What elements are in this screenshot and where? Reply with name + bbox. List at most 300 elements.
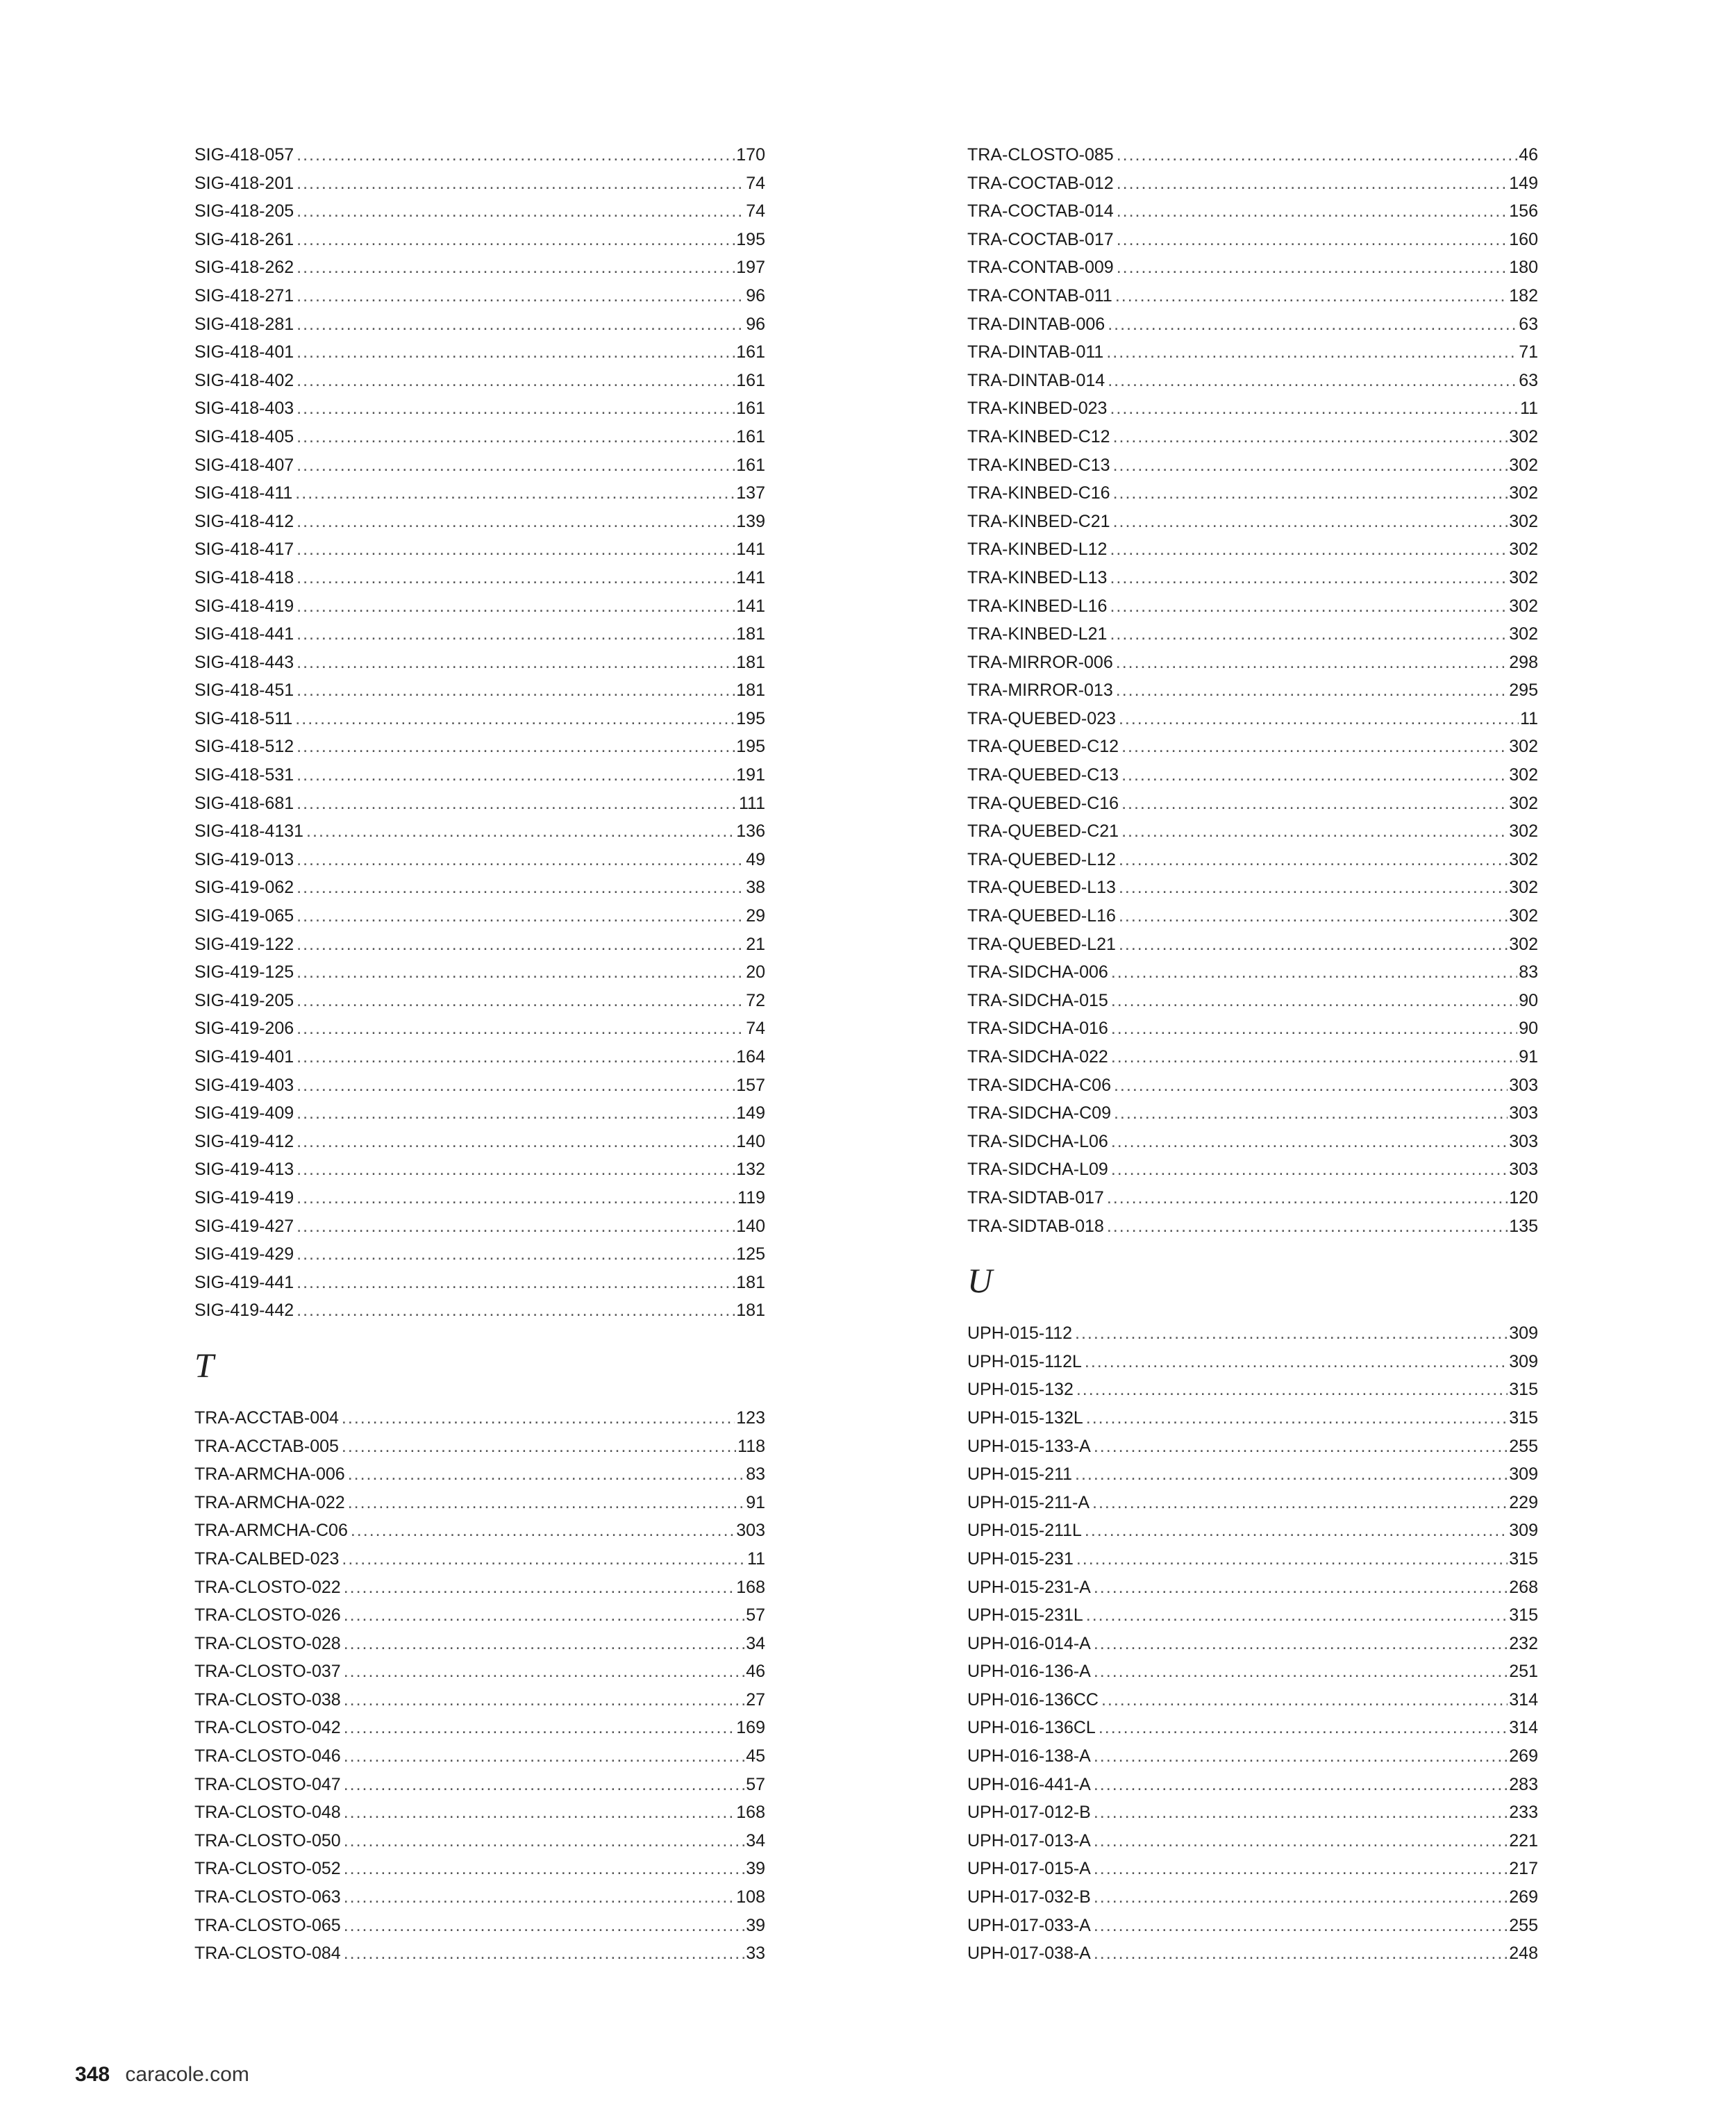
index-entry	[967, 1657, 1538, 1686]
dot-leader	[1094, 1883, 1508, 1912]
dot-leader	[1094, 1912, 1508, 1940]
index-entry	[194, 226, 765, 254]
index-entry-page: 74	[746, 201, 765, 222]
index-entry	[967, 1771, 1538, 1799]
index-entry-page: 149	[736, 1103, 765, 1123]
index-column-left	[194, 141, 765, 1968]
index-entry	[194, 1686, 765, 1714]
index-entry-page: 195	[736, 708, 765, 728]
index-entry-code: SIG-419-413	[194, 1160, 294, 1180]
index-entry-page: 195	[736, 737, 765, 757]
index-entry	[194, 1460, 765, 1489]
index-entry-code: SIG-418-4131	[194, 821, 304, 842]
index-entry	[194, 1296, 765, 1325]
index-entry-page: 91	[746, 1492, 765, 1512]
index-entry-code: TRA-CLOSTO-026	[194, 1605, 341, 1626]
index-entry	[194, 1714, 765, 1742]
index-entry-code: UPH-015-132	[967, 1380, 1074, 1400]
index-entry	[194, 1404, 765, 1432]
index-entry	[194, 1573, 765, 1602]
index-entry-code: SIG-418-417	[194, 540, 294, 560]
index-entry-code: TRA-CLOSTO-063	[194, 1887, 341, 1907]
dot-leader	[297, 310, 744, 339]
index-entry-code: SIG-419-062	[194, 878, 294, 898]
dot-leader	[297, 564, 735, 592]
dot-leader	[297, 649, 735, 677]
index-entry-page: 283	[1509, 1774, 1538, 1794]
index-entry-code: TRA-QUEBED-L13	[967, 878, 1116, 898]
index-entry-code: TRA-QUEBED-L12	[967, 849, 1116, 869]
index-entry-page: 269	[1509, 1887, 1538, 1907]
index-entry-page: 180	[1509, 258, 1538, 278]
index-entry	[194, 705, 765, 733]
index-entry-code: TRA-SIDCHA-C09	[967, 1103, 1111, 1123]
index-entry-page: 302	[1509, 540, 1538, 560]
index-entry-code: SIG-418-411	[194, 483, 293, 503]
index-entry	[194, 1798, 765, 1827]
index-entry-code: SIG-418-271	[194, 285, 294, 306]
index-entry	[967, 649, 1538, 677]
index-entry-page: 11	[747, 1548, 765, 1569]
index-entry-code: SIG-418-441	[194, 624, 294, 644]
index-entry	[194, 282, 765, 310]
index-entry-page: 182	[1509, 285, 1538, 306]
index-entry-code: SIG-418-281	[194, 314, 294, 334]
dot-leader	[344, 1686, 744, 1714]
section-letter-t: T	[194, 1345, 214, 1385]
index-entry-code: TRA-QUEBED-C12	[967, 737, 1119, 757]
dot-leader	[1107, 1184, 1508, 1212]
dot-leader	[1110, 394, 1519, 423]
dot-leader	[351, 1517, 735, 1545]
dot-leader	[297, 592, 735, 621]
index-entry	[194, 1071, 765, 1100]
index-entry-page: 191	[736, 765, 765, 785]
index-entry-code: TRA-CLOSTO-047	[194, 1774, 341, 1794]
index-entry-page: 96	[746, 285, 765, 306]
tra-entry-list	[967, 141, 1538, 1240]
dot-leader	[297, 394, 735, 423]
dot-leader	[1117, 141, 1517, 169]
dot-leader	[297, 790, 737, 818]
index-entry	[194, 902, 765, 930]
index-entry-code: UPH-015-112	[967, 1323, 1073, 1344]
index-entry-code: TRA-CLOSTO-048	[194, 1803, 341, 1823]
dot-leader	[1094, 1771, 1508, 1799]
index-entry-page: 303	[736, 1521, 765, 1541]
index-entry-page: 34	[746, 1830, 765, 1851]
index-entry	[967, 1827, 1538, 1855]
index-entry	[967, 1404, 1538, 1432]
index-entry-page: 302	[1509, 426, 1538, 446]
index-entry-code: SIG-419-442	[194, 1301, 294, 1321]
tra-entry-list	[194, 1404, 765, 1968]
index-entry-page: 181	[736, 1301, 765, 1321]
dot-leader	[297, 846, 744, 874]
index-entry-code: TRA-SIDCHA-006	[967, 962, 1108, 983]
website-link[interactable]: caracole.com	[125, 2063, 249, 2086]
index-entry-page: 217	[1509, 1859, 1538, 1879]
index-entry-code: TRA-KINBED-C21	[967, 511, 1110, 531]
dot-leader	[1119, 705, 1519, 733]
index-entry-page: 302	[1509, 567, 1538, 587]
index-entry-page: 303	[1509, 1075, 1538, 1095]
dot-leader	[1111, 1043, 1517, 1071]
index-entry-code: UPH-017-012-B	[967, 1803, 1091, 1823]
index-entry-page: 83	[746, 1464, 765, 1485]
dot-leader	[1117, 226, 1508, 254]
index-entry-page: 302	[1509, 878, 1538, 898]
dot-leader	[297, 1269, 735, 1297]
index-entry	[967, 1912, 1538, 1940]
dot-leader	[297, 958, 744, 987]
dot-leader	[1110, 620, 1508, 649]
index-entry-code: TRA-QUEBED-C16	[967, 793, 1119, 813]
dot-leader	[1085, 1517, 1508, 1545]
index-entry-code: SIG-419-441	[194, 1272, 294, 1292]
dot-leader	[1115, 282, 1508, 310]
index-entry-code: UPH-017-038-A	[967, 1944, 1091, 1964]
index-entry-code: TRA-SIDCHA-L06	[967, 1131, 1108, 1151]
dot-leader	[1111, 1014, 1517, 1043]
index-entry	[194, 790, 765, 818]
index-entry	[194, 394, 765, 423]
index-entry-code: SIG-419-409	[194, 1103, 294, 1123]
index-entry-code: TRA-ARMCHA-006	[194, 1464, 345, 1485]
index-entry	[967, 1686, 1538, 1714]
index-entry-page: 315	[1509, 1548, 1538, 1569]
index-entry-page: 141	[736, 567, 765, 587]
index-entry-code: TRA-QUEBED-C13	[967, 765, 1119, 785]
index-entry-page: 63	[1519, 370, 1538, 390]
index-entry	[967, 846, 1538, 874]
index-entry-page: 21	[746, 934, 765, 954]
dot-leader	[297, 987, 744, 1015]
index-entry-code: UPH-016-136CL	[967, 1718, 1096, 1738]
dot-leader	[344, 1827, 744, 1855]
index-entry	[967, 1714, 1538, 1742]
index-entry	[967, 790, 1538, 818]
index-entry	[194, 535, 765, 564]
dot-leader	[344, 1742, 744, 1771]
index-entry-page: 46	[746, 1662, 765, 1682]
dot-leader	[297, 1212, 735, 1241]
index-entry-code: SIG-419-427	[194, 1216, 294, 1236]
dot-leader	[344, 1771, 744, 1799]
index-entry-code: TRA-CLOSTO-065	[194, 1915, 341, 1935]
index-entry	[194, 1212, 765, 1241]
index-entry-page: 39	[746, 1859, 765, 1879]
index-entry-code: TRA-CONTAB-011	[967, 285, 1112, 306]
index-entry-page: 91	[1519, 1047, 1538, 1067]
index-entry-page: 195	[736, 229, 765, 249]
index-entry-code: SIG-418-412	[194, 511, 294, 531]
dot-leader	[1094, 1855, 1508, 1883]
index-entry-page: 136	[736, 821, 765, 842]
index-entry-code: TRA-ARMCHA-C06	[194, 1521, 348, 1541]
index-entry	[194, 1771, 765, 1799]
index-entry	[194, 169, 765, 198]
section-letter-u: U	[967, 1261, 993, 1301]
index-entry	[967, 902, 1538, 930]
dot-leader	[297, 761, 735, 790]
index-entry-page: 135	[1509, 1216, 1538, 1236]
index-entry-code: SIG-419-125	[194, 962, 294, 983]
index-entry	[194, 1489, 765, 1517]
index-entry	[967, 1128, 1538, 1156]
dot-leader	[1085, 1348, 1508, 1376]
index-entry-page: 181	[736, 680, 765, 701]
index-entry-code: TRA-SIDCHA-022	[967, 1047, 1108, 1067]
index-entry-page: 156	[1509, 201, 1538, 222]
dot-leader	[1113, 479, 1508, 508]
index-entry	[194, 451, 765, 480]
index-entry-code: TRA-CALBED-023	[194, 1548, 340, 1569]
dot-leader	[297, 1184, 736, 1212]
sig-entry-list	[194, 141, 765, 1325]
index-entry	[967, 761, 1538, 790]
index-entry	[194, 1184, 765, 1212]
index-entry-code: TRA-KINBED-C16	[967, 483, 1110, 503]
index-entry-page: 111	[738, 793, 765, 813]
index-entry-code: UPH-015-211-A	[967, 1492, 1090, 1512]
index-entry-code: TRA-KINBED-L21	[967, 624, 1108, 644]
dot-leader	[295, 705, 735, 733]
index-entry-page: 161	[736, 455, 765, 475]
index-column-right	[967, 141, 1538, 1968]
uph-entry-list	[967, 1319, 1538, 1968]
dot-leader	[297, 451, 735, 480]
index-entry-code: UPH-015-211	[967, 1464, 1073, 1485]
index-entry-page: 302	[1509, 934, 1538, 954]
dot-leader	[297, 620, 735, 649]
index-entry	[967, 367, 1538, 395]
index-entry-code: TRA-KINBED-L16	[967, 596, 1108, 616]
index-entry	[967, 1043, 1538, 1071]
index-entry	[967, 253, 1538, 282]
index-entry	[194, 310, 765, 339]
index-entry	[194, 1545, 765, 1573]
index-entry-page: 149	[1509, 173, 1538, 193]
index-entry-code: SIG-418-512	[194, 737, 294, 757]
index-entry-page: 248	[1509, 1944, 1538, 1964]
index-entry	[194, 1099, 765, 1128]
index-entry-code: SIG-418-511	[194, 708, 293, 728]
index-entry	[967, 169, 1538, 198]
dot-leader	[344, 1714, 735, 1742]
index-entry	[194, 1014, 765, 1043]
index-entry-code: SIG-419-419	[194, 1187, 294, 1208]
dot-leader	[1114, 1099, 1508, 1128]
index-entry-page: 181	[736, 652, 765, 672]
dot-leader	[1111, 987, 1517, 1015]
index-entry-code: SIG-418-205	[194, 201, 294, 222]
index-entry-code: SIG-419-122	[194, 934, 294, 954]
index-entry	[967, 1432, 1538, 1461]
index-entry	[967, 1630, 1538, 1658]
index-entry-code: TRA-CLOSTO-022	[194, 1577, 341, 1597]
index-entry	[194, 1517, 765, 1545]
index-entry-code: UPH-015-231L	[967, 1605, 1083, 1626]
dot-leader	[1101, 1686, 1508, 1714]
index-entry	[967, 282, 1538, 310]
dot-leader	[1094, 1827, 1508, 1855]
index-entry-page: 157	[736, 1075, 765, 1095]
dot-leader	[1094, 1939, 1508, 1968]
index-entry-page: 164	[736, 1047, 765, 1067]
dot-leader	[1119, 874, 1508, 902]
index-entry-code: TRA-ACCTAB-004	[194, 1407, 339, 1428]
index-entry-page: 303	[1509, 1131, 1538, 1151]
index-entry-code: TRA-CLOSTO-037	[194, 1662, 341, 1682]
index-entry-code: SIG-418-681	[194, 793, 294, 813]
dot-leader	[1119, 846, 1508, 874]
index-entry	[967, 451, 1538, 480]
dot-leader	[344, 1855, 744, 1883]
index-entry-code: TRA-CONTAB-009	[967, 258, 1114, 278]
index-entry-code: TRA-KINBED-C13	[967, 455, 1110, 475]
dot-leader	[1094, 1742, 1508, 1771]
index-entry-code: TRA-DINTAB-014	[967, 370, 1105, 390]
index-entry	[194, 253, 765, 282]
index-entry-code: UPH-017-013-A	[967, 1830, 1091, 1851]
index-entry-code: UPH-017-015-A	[967, 1859, 1091, 1879]
index-entry-code: UPH-016-138-A	[967, 1746, 1091, 1766]
index-entry-code: TRA-DINTAB-011	[967, 342, 1104, 362]
dot-leader	[1108, 310, 1517, 339]
index-entry-code: UPH-016-014-A	[967, 1633, 1091, 1653]
index-entry	[967, 394, 1538, 423]
index-entry-code: UPH-015-231-A	[967, 1577, 1091, 1597]
index-entry	[967, 705, 1538, 733]
dot-leader	[342, 1432, 736, 1461]
index-entry	[967, 1376, 1538, 1404]
index-entry	[194, 1939, 765, 1968]
index-entry-page: 34	[746, 1633, 765, 1653]
index-entry-page: 181	[736, 1272, 765, 1292]
index-entry-code: TRA-QUEBED-023	[967, 708, 1116, 728]
index-entry-code: TRA-SIDCHA-L09	[967, 1160, 1108, 1180]
index-entry	[967, 817, 1538, 846]
dot-leader	[1111, 1128, 1508, 1156]
index-entry	[967, 592, 1538, 621]
dot-leader	[344, 1630, 744, 1658]
dot-leader	[344, 1883, 735, 1912]
index-entry	[967, 141, 1538, 169]
dot-leader	[1116, 649, 1508, 677]
index-entry-page: 255	[1509, 1915, 1538, 1935]
index-entry-page: 295	[1509, 680, 1538, 701]
dot-leader	[297, 1296, 735, 1325]
index-entry	[967, 930, 1538, 959]
index-entry	[967, 1855, 1538, 1883]
index-entry-code: SIG-418-403	[194, 399, 294, 419]
dot-leader	[1094, 1573, 1508, 1602]
index-entry-code: TRA-QUEBED-C21	[967, 821, 1119, 842]
index-entry-page: 302	[1509, 849, 1538, 869]
dot-leader	[344, 1657, 744, 1686]
dot-leader	[297, 141, 735, 169]
index-entry	[194, 1742, 765, 1771]
index-entry	[194, 1155, 765, 1184]
dot-leader	[1075, 1460, 1508, 1489]
dot-leader	[344, 1573, 735, 1602]
dot-leader	[297, 1155, 735, 1184]
index-entry	[194, 1043, 765, 1071]
index-entry-page: 108	[736, 1887, 765, 1907]
index-entry-page: 197	[736, 258, 765, 278]
dot-leader	[344, 1798, 735, 1827]
index-entry	[194, 1855, 765, 1883]
index-entry	[194, 817, 765, 846]
index-entry-code: TRA-MIRROR-006	[967, 652, 1113, 672]
index-entry	[194, 930, 765, 959]
index-entry	[967, 310, 1538, 339]
index-entry	[967, 1071, 1538, 1100]
index-entry-page: 141	[736, 596, 765, 616]
index-entry	[967, 1212, 1538, 1241]
index-entry	[194, 1601, 765, 1630]
dot-leader	[1094, 1657, 1508, 1686]
index-entry	[967, 1883, 1538, 1912]
index-entry	[967, 1573, 1538, 1602]
index-entry-code: TRA-KINBED-023	[967, 399, 1108, 419]
index-entry	[194, 1912, 765, 1940]
index-entry-page: 314	[1509, 1689, 1538, 1710]
index-entry-page: 233	[1509, 1803, 1538, 1823]
index-entry-page: 57	[746, 1605, 765, 1626]
index-entry-code: SIG-419-412	[194, 1131, 294, 1151]
index-entry-page: 170	[736, 145, 765, 165]
index-entry-page: 169	[736, 1718, 765, 1738]
index-entry-page: 302	[1509, 596, 1538, 616]
index-entry-page: 302	[1509, 793, 1538, 813]
index-entry-page: 39	[746, 1915, 765, 1935]
index-entry	[967, 874, 1538, 902]
index-entry-page: 302	[1509, 455, 1538, 475]
index-entry-code: UPH-015-112L	[967, 1351, 1082, 1371]
index-entry-page: 302	[1509, 483, 1538, 503]
index-entry-page: 71	[1519, 342, 1538, 362]
index-entry	[967, 423, 1538, 451]
dot-leader	[297, 197, 744, 226]
index-entry-code: SIG-418-419	[194, 596, 294, 616]
index-entry-code: TRA-CLOSTO-052	[194, 1859, 341, 1879]
dot-leader	[1117, 253, 1508, 282]
index-entry-page: 315	[1509, 1380, 1538, 1400]
index-entry-page: 132	[736, 1160, 765, 1180]
index-entry	[194, 338, 765, 367]
index-entry-code: TRA-SIDCHA-C06	[967, 1075, 1111, 1095]
index-entry-code: TRA-QUEBED-L21	[967, 934, 1116, 954]
index-entry-code: TRA-CLOSTO-085	[967, 145, 1114, 165]
dot-leader	[1110, 592, 1508, 621]
index-entry-page: 303	[1509, 1103, 1538, 1123]
index-entry-code: SIG-419-206	[194, 1019, 294, 1039]
index-entry-code: TRA-ACCTAB-005	[194, 1436, 339, 1456]
index-entry	[967, 1517, 1538, 1545]
index-entry	[194, 761, 765, 790]
index-entry-page: 140	[736, 1216, 765, 1236]
dot-leader	[348, 1489, 744, 1517]
dot-leader	[1121, 790, 1508, 818]
index-entry-page: 141	[736, 540, 765, 560]
index-entry	[194, 874, 765, 902]
index-entry-page: 74	[746, 173, 765, 193]
index-entry-code: SIG-419-065	[194, 906, 294, 926]
index-entry-page: 161	[736, 399, 765, 419]
dot-leader	[1092, 1489, 1508, 1517]
